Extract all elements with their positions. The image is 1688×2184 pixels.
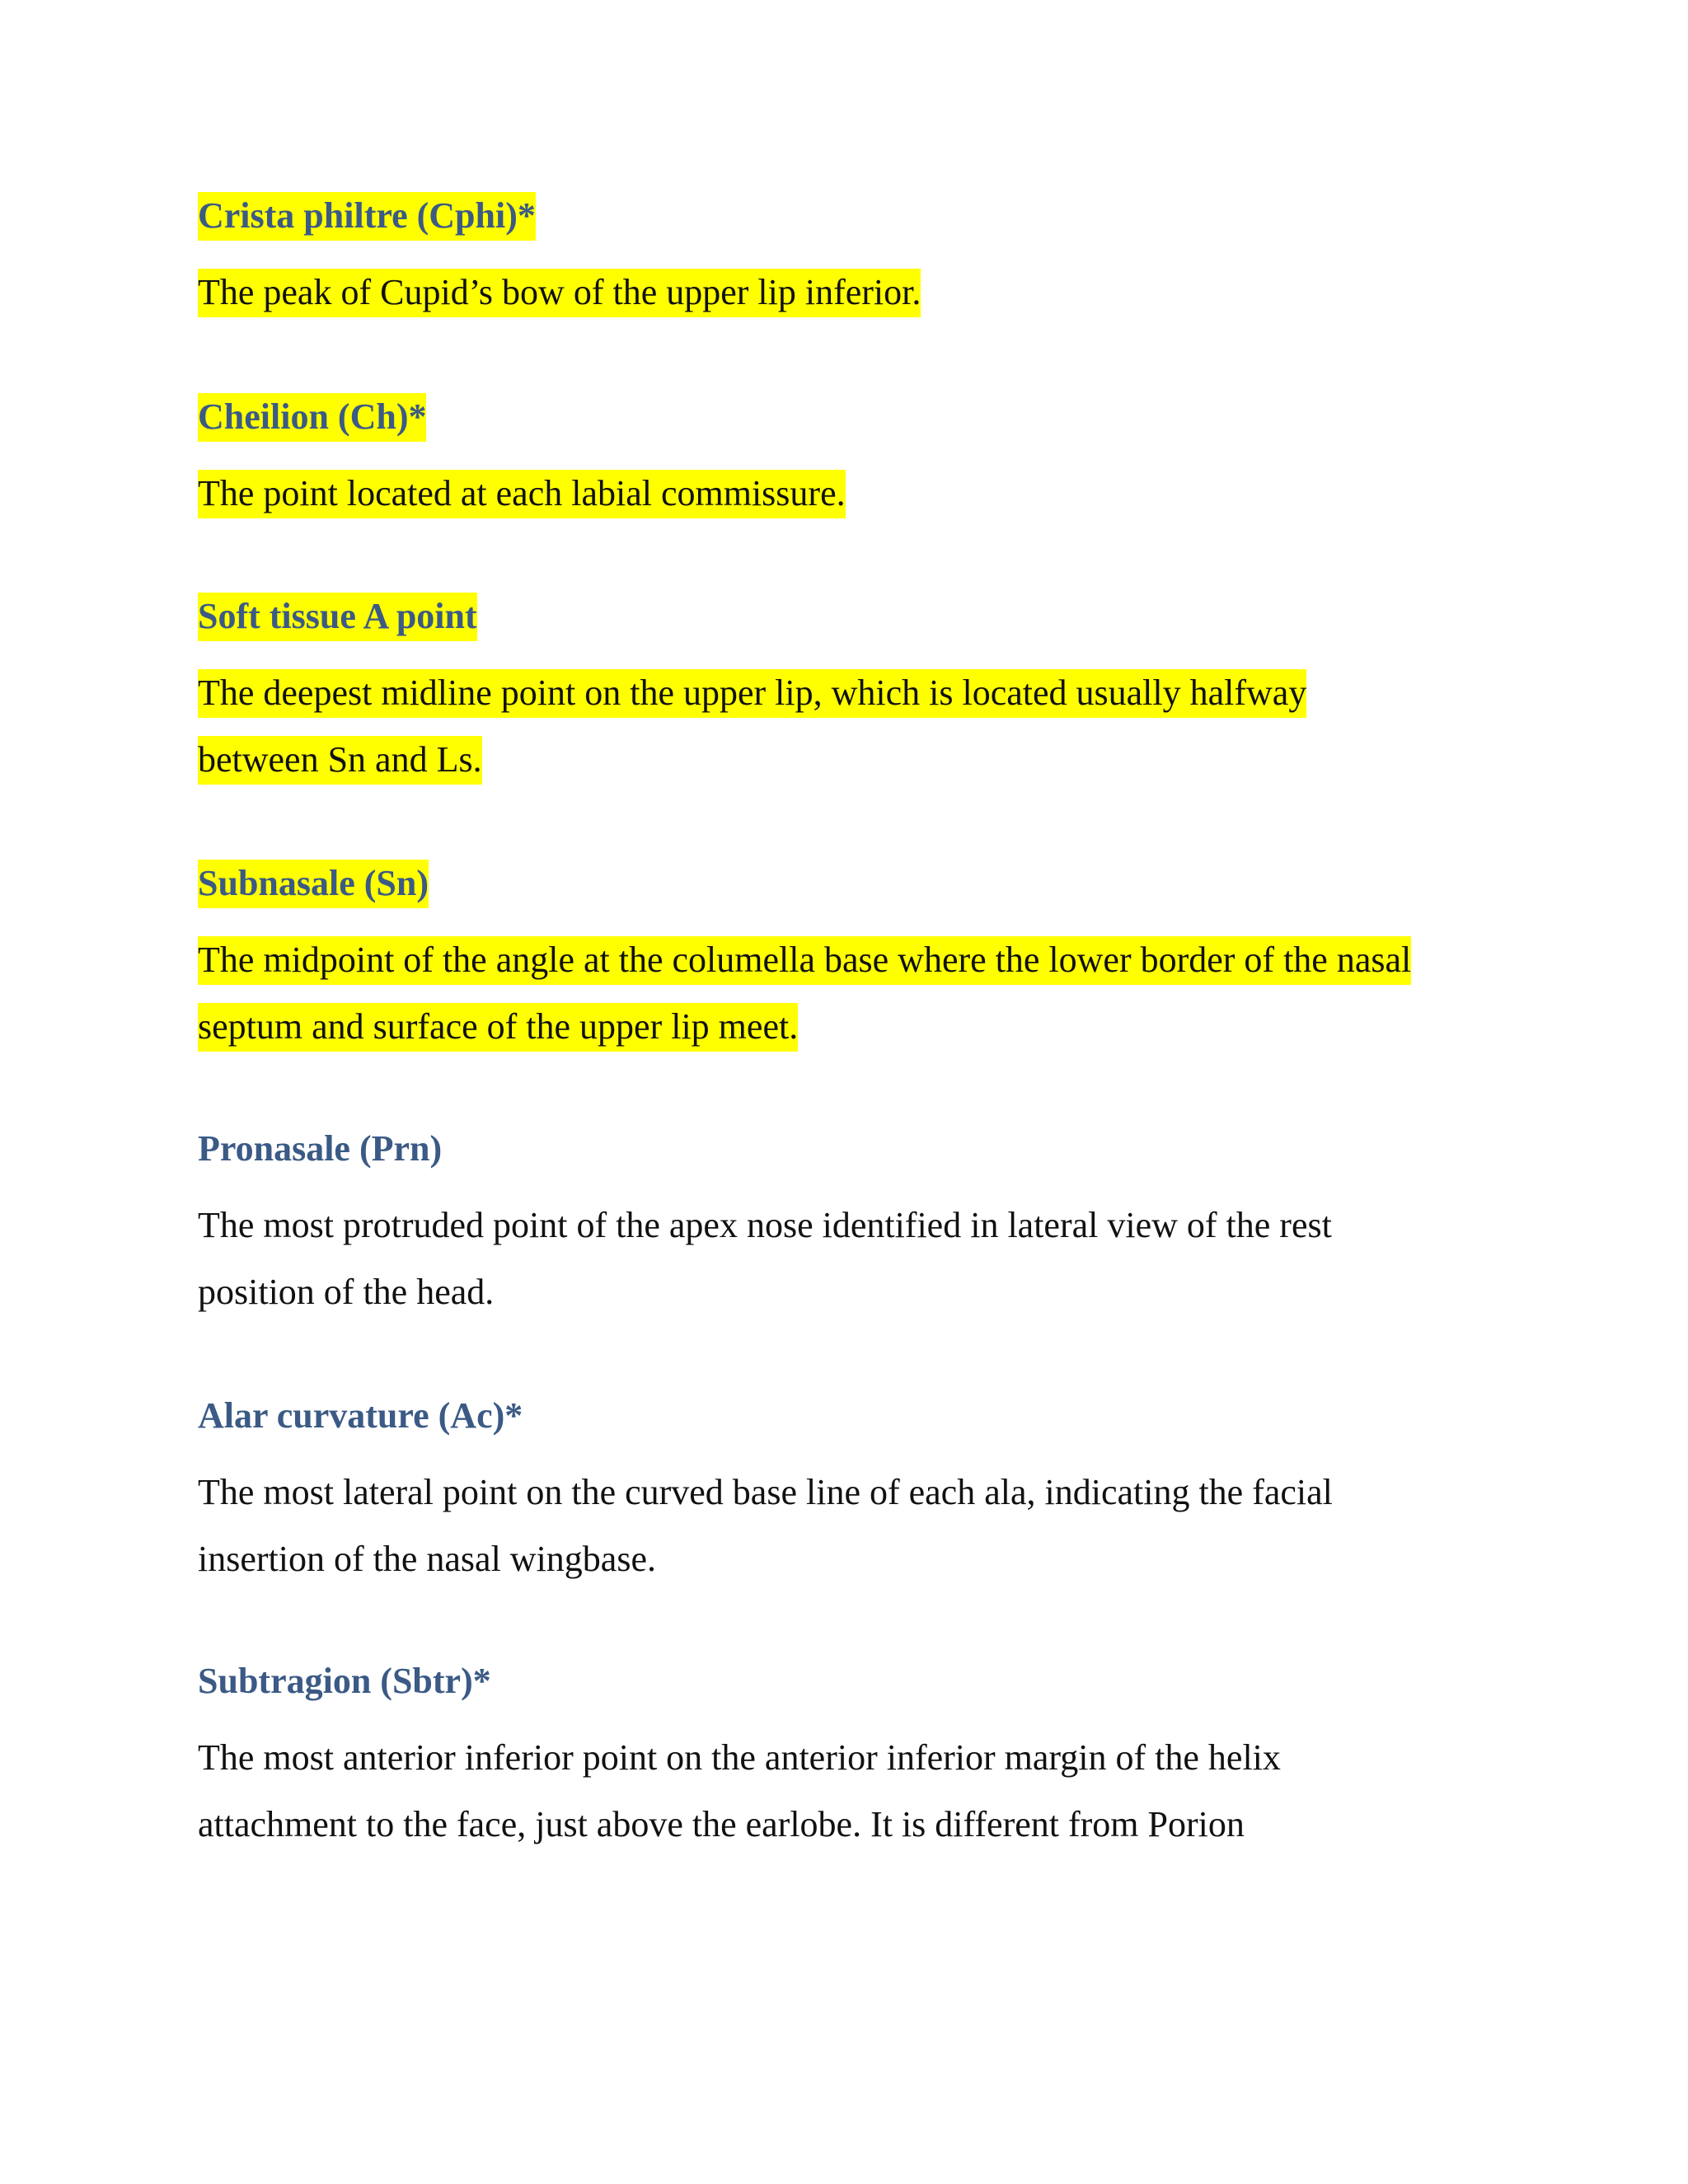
entry-description: The most anterior inferior point on the anterior inferior margin of the helix attachment to the face, just above the earlobe. It is different from Porion [198,1737,1281,1844]
entry-pronasale [198,1124,1434,1325]
entry-crista-philtre [198,191,1434,326]
entry-term: Cheilion (Ch)* [198,392,1434,442]
entry-soft-tissue-a-point [198,592,1434,793]
entry-term: Pronasale (Prn) [198,1128,443,1169]
entry-description: The point located at each labial commissure. [198,460,1434,527]
entry-description: The peak of Cupid’s bow of the upper lip inferior. [198,259,1434,326]
entry-alar-curvature [198,1391,1434,1592]
entry-cheilion [198,392,1434,527]
entry-term: Subnasale (Sn) [198,859,1434,908]
entry-subnasale [198,859,1434,1060]
entry-term: Subtragion (Sbtr)* [198,1661,491,1701]
entry-description: The most protruded point of the apex nose identified in lateral view of the rest position of the head. [198,1205,1332,1312]
entry-description: The midpoint of the angle at the columella base where the lower border of the nasal septum and surface of the upper lip meet. [198,926,1442,1060]
entry-term: Crista philtre (Cphi)* [198,191,1434,241]
entry-term: Alar curvature (Ac)* [198,1395,523,1436]
entry-subtragion [198,1657,1434,1858]
entry-description: The most lateral point on the curved base line of each ala, indicating the facial insertion of the nasal wingbase. [198,1472,1333,1579]
entry-term: Soft tissue A point [198,592,1434,641]
entry-description: The deepest midline point on the upper lip, which is located usually halfway between Sn and Ls. [198,659,1401,793]
